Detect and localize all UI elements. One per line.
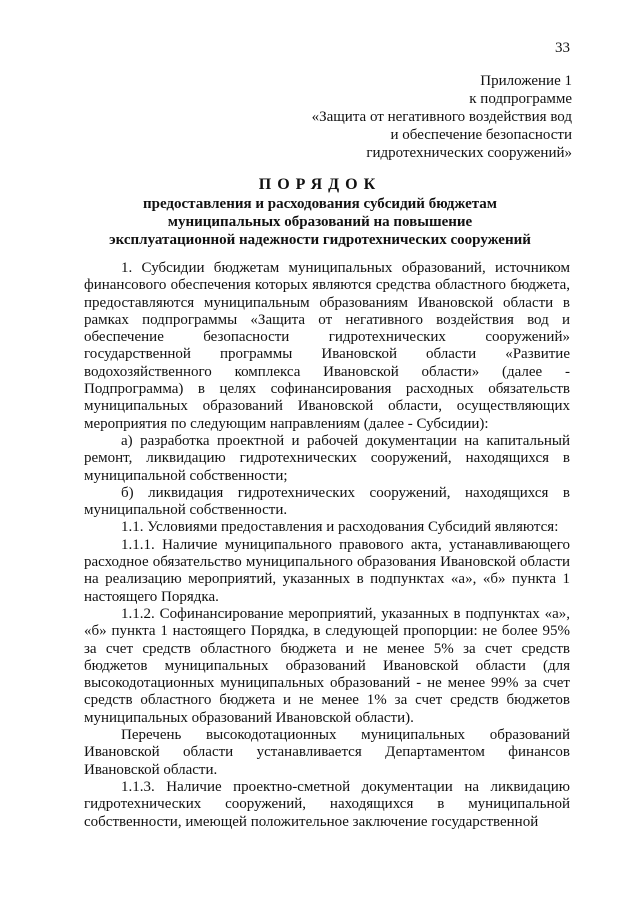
subtitle-line: муниципальных образований на повышение	[167, 214, 473, 230]
paragraph: 1.1.3. Наличие проектно-сметной документации на ликвидацию гидротехнических сооружений, находящихся в муниципальной собственности, имеющей положительное заключение государственной	[84, 778, 570, 830]
paragraph: 1.1.2. Софинансирование мероприятий, указанных в подпунктах «а», «б» пункта 1 настоящего Порядка, в следующей пропорции: не более 95% за счет средств областного бюджета и не менее 5% за счет средств бюджетов муниципальных образований Ивановской области (для высокодотационных муниципальных образований - не менее 99% за счет средств областного бюджета и не менее 1% за счет средств бюджетов муниципальных образований Ивановской области).	[84, 605, 570, 726]
appendix-header	[232, 72, 572, 162]
paragraph: а) разработка проектной и рабочей документации на капитальный ремонт, ликвидацию гидротехнических сооружений, находящихся в муниципальной собственности;	[84, 432, 570, 484]
paragraph: б) ликвидация гидротехнических сооружений, находящихся в муниципальной собственности.	[84, 484, 570, 519]
paragraph: 1.1.1. Наличие муниципального правового акта, устанавливающего расходное обязательство муниципального образования Ивановской области на реализацию мероприятий, указанных в подпунктах «а», «б» пункта 1 настоящего Порядка.	[84, 536, 570, 605]
subtitle-line: эксплуатационной надежности гидротехнических сооружений	[109, 232, 531, 248]
subtitle-line: предоставления и расходования субсидий бюджетам	[142, 196, 497, 212]
document-title	[70, 176, 570, 249]
appendix-line: «Защита от негативного воздействия вод	[311, 109, 572, 125]
document-body	[84, 260, 570, 831]
page-number: 33	[555, 40, 570, 56]
paragraph: 1. Субсидии бюджетам муниципальных образований, источником финансового обеспечения которых являются средства областного бюджета, предоставляются муниципальным образованиям Ивановской области в рамках подпрограммы «Защита от негативного воздействия вод и обеспечение безопасности гидротехнических сооружений» государственной программы Ивановской области «Развитие водохозяйственного комплекса Ивановской области» (далее - Подпрограмма) в целях софинансирования расходных обязательств муниципальных образований Ивановской области, осуществляющих мероприятия по следующим направлениям (далее - Субсидии):	[84, 260, 570, 432]
appendix-line: Приложение 1	[480, 73, 572, 89]
appendix-line: к подпрограмме	[469, 91, 572, 107]
paragraph: Перечень высокодотационных муниципальных образований Ивановской области устанавливается Департаментом финансов Ивановской области.	[84, 727, 570, 778]
paragraph: 1.1. Условиями предоставления и расходования Субсидий являются:	[121, 519, 559, 536]
appendix-line: гидротехнических сооружений»	[366, 145, 572, 161]
title-main: ПОРЯДОК	[258, 176, 382, 193]
appendix-line: и обеспечение безопасности	[390, 127, 572, 143]
